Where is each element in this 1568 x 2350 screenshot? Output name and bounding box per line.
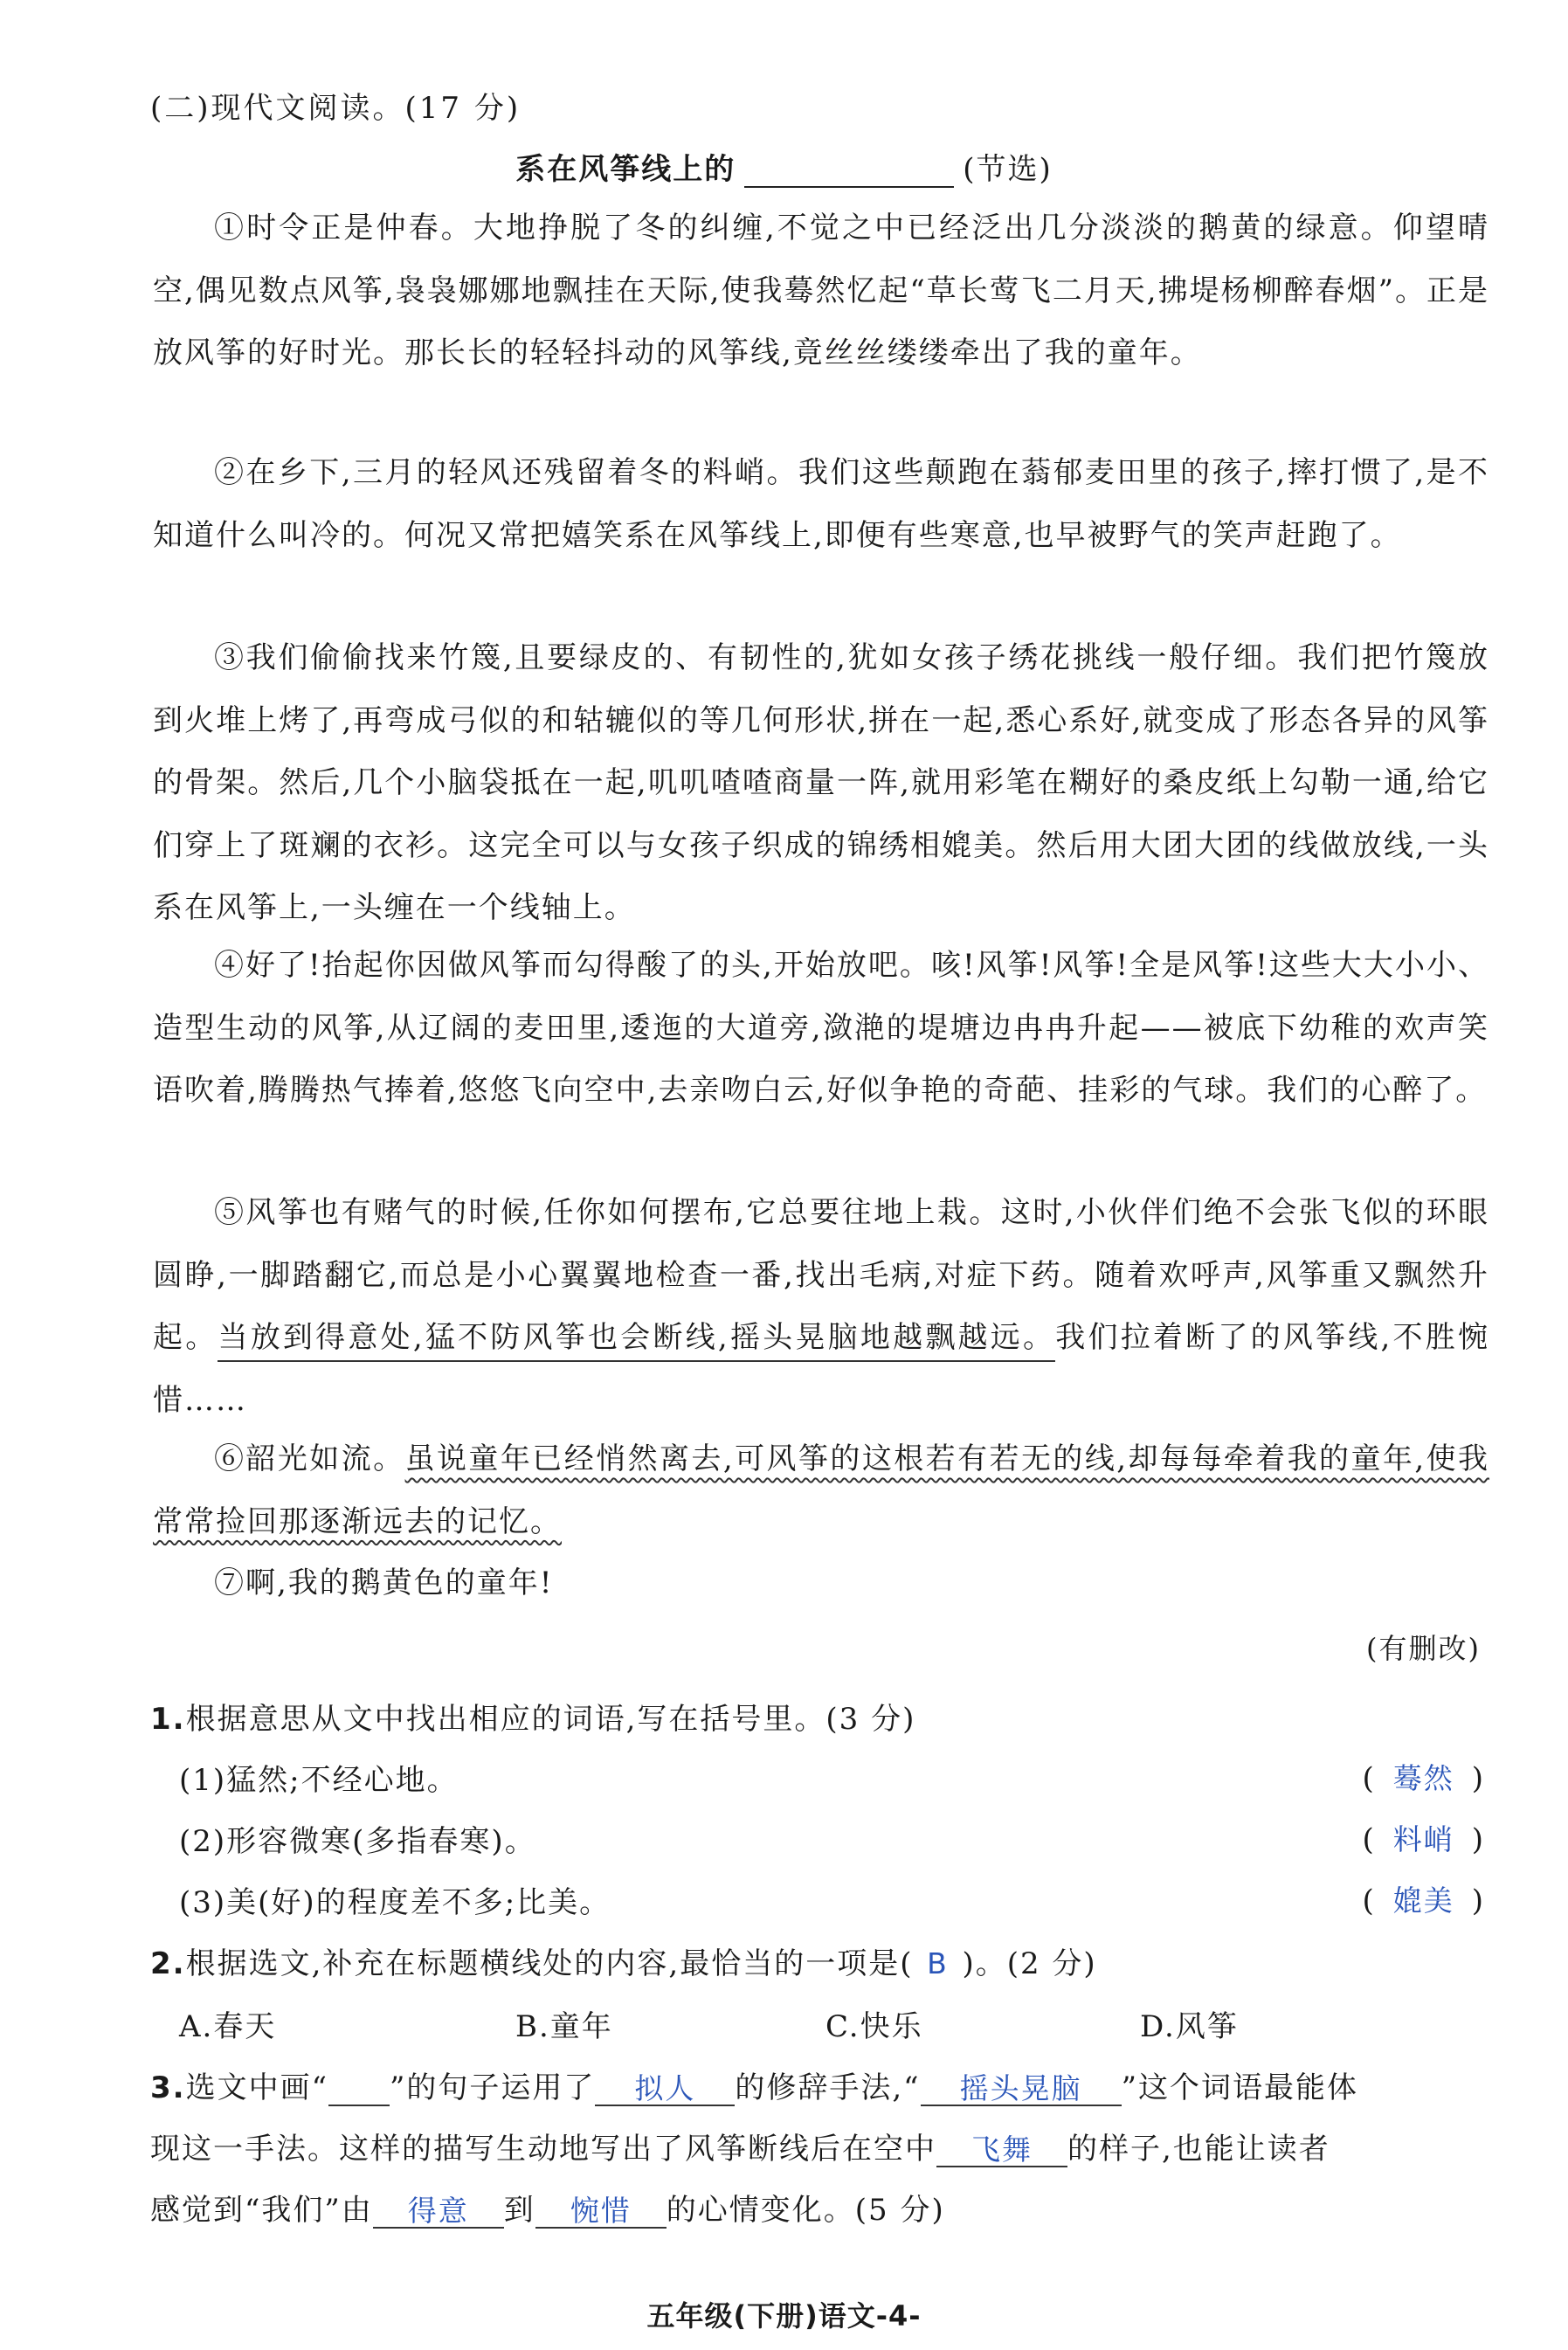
underline-symbol-blank: [328, 2066, 390, 2106]
paragraph-5-text-a: ⑤风筝也有赌气的时候,任你如何摆布,它总要往地上栽。这时,小伙伴们绝不会张飞似的环眼圆睁,一脚踏翻它,而总是小心翼翼地检查一番,找出毛病,对症下药。随着欢呼声,风筝重又飘然升起。: [153, 1195, 1489, 1355]
q1-item-3-answer-bracket: ( 媲美 ): [1362, 1878, 1485, 1919]
option-b: B.童年: [515, 2009, 613, 2044]
paragraph-6-text-a: ⑥韶光如流。: [214, 1441, 405, 1476]
source-note: (有删改): [1366, 1632, 1481, 1665]
question-3-text-1a: 选文中画“: [185, 2070, 328, 2105]
question-1: [150, 1695, 915, 1738]
question-3-text-1c: 的修辞手法,“: [735, 2070, 921, 2105]
q3-answer-4: 得意: [407, 2194, 469, 2228]
question-3-text-3c: 的心情变化。(5 分): [666, 2193, 945, 2228]
title-note: (节选): [963, 152, 1053, 187]
q3-answer-2: 摇头晃脑: [959, 2071, 1082, 2105]
paragraph-3: ③我们偷偷找来竹篾,且要绿皮的、有韧性的,犹如女孩子绣花挑线一般仔细。我们把竹篾放到火堆上烤了,再弯成弓似的和轱辘似的等几何形状,拼在一起,悉心系好,就变成了形态各异的风筝的骨架。然后,几个小脑袋抵在一起,叽叽喳喳商量一阵,就用彩笔在糊好的桑皮纸上勾勒一通,给它们穿上了斑斓的衣衫。这完全可以与女孩子织成的锦绣相媲美。然后用大团大团的线做放线,一头系在风筝上,一头缠在一个线轴上。: [153, 640, 1489, 925]
title-text: 系在风筝线上的: [515, 152, 736, 187]
question-3-line-3: [150, 2186, 945, 2229]
option-a: A.春天: [179, 2009, 277, 2044]
q3-answer-1: 拟人: [634, 2071, 696, 2105]
paragraph-2: ②在乡下,三月的轻风还残留着冬的料峭。我们这些颠跑在蓊郁麦田里的孩子,摔打惯了,是不知道什么叫冷的。何况又常把嬉笑系在风筝线上,即便有些寒意,也早被野气的笑声赶跑了。: [153, 455, 1489, 553]
question-2-text-a: 根据选文,补充在标题横线处的内容,最恰当的一项是(: [185, 1946, 914, 1981]
paragraph-7: ⑦啊,我的鹅黄色的童年!: [214, 1566, 554, 1600]
option-c: C.快乐: [825, 2009, 923, 2044]
q1-item-1-answer: 蓦然: [1392, 1761, 1454, 1795]
question-3-text-1d: ”这个词语最能体: [1121, 2070, 1358, 2105]
section-heading: (二)现代文阅读。(17 分): [150, 91, 522, 126]
straight-underlined-sentence: 当放到得意处,猛不防风筝也会断线,摇头晃脑地越飘越远。: [218, 1320, 1055, 1362]
page-footer: 五年级(下册)语文-4-: [646, 2299, 922, 2333]
question-2-text-b: )。(2 分): [962, 1946, 1097, 1981]
question-2-answer: B: [927, 1946, 949, 1980]
title-blank: [744, 160, 954, 188]
question-3-text-1b: ”的句子运用了: [389, 2070, 596, 2105]
paragraph-4: ④好了!抬起你因做风筝而勾得酸了的头,开始放吧。咳!风筝!风筝!全是风筝!这些大大小小、造型生动的风筝,从辽阔的麦田里,逶迤的大道旁,潋滟的堤塘边冉冉升起——被底下幼稚的欢声笑语吹着,腾腾热气捧着,悠悠飞向空中,去亲吻白云,好似争艳的奇葩、挂彩的气球。我们的心醉了。: [153, 948, 1489, 1108]
q3-answer-5: 惋惜: [570, 2194, 632, 2228]
q1-item-2-answer: 料峭: [1392, 1822, 1454, 1856]
wavy-underlined-sentence: 虽说童年已经悄然离去,可风筝的这根若有若无的线,却每每牵着我的童年,使我常常捡回那逐渐远去的记忆。: [153, 1441, 1490, 1539]
passage-title: [0, 145, 1568, 188]
question-2: [150, 1939, 1097, 1982]
q3-blank-1: [595, 2066, 735, 2106]
question-3-text-3a: 感觉到“我们”由: [150, 2193, 373, 2228]
q1-item-2-answer-bracket: ( 料峭 ): [1362, 1817, 1485, 1858]
question-3-line-2: [150, 2125, 1330, 2167]
paragraph-6: [153, 1428, 1489, 1553]
q1-item-3-answer: 媲美: [1392, 1883, 1454, 1918]
question-3-text-2a: 现这一手法。这样的描写生动地写出了风筝断线后在空中: [150, 2132, 936, 2167]
question-3-line-1: [150, 2063, 1358, 2106]
question-1-text: 根据意思从文中找出相应的词语,写在括号里。(3 分): [185, 1702, 916, 1737]
q1-item-3-text: (3)美(好)的程度差不多;比美。: [179, 1885, 611, 1920]
q3-blank-3: [936, 2127, 1067, 2167]
question-2-number: 2.: [150, 1946, 186, 1981]
option-d: D.风筝: [1140, 2009, 1239, 2044]
question-1-number: 1.: [150, 1702, 186, 1737]
paragraph-1: ①时令正是仲春。大地挣脱了冬的纠缠,不觉之中已经泛出几分淡淡的鹅黄的绿意。仰望晴空,偶见数点风筝,袅袅娜娜地飘挂在天际,使我蓦然忆起“草长莺飞二月天,拂堤杨柳醉春烟”。正是放风筝的好时光。那长长的轻轻抖动的风筝线,竟丝丝缕缕牵出了我的童年。: [153, 211, 1489, 370]
q1-item-2-text: (2)形容微寒(多指春寒)。: [179, 1824, 536, 1859]
q3-blank-2: [921, 2066, 1122, 2106]
q3-blank-4: [373, 2188, 504, 2229]
paragraph-5: [153, 1182, 1489, 1432]
paragraph-5-text-b: 我们拉着断了的风筝线,不胜惋惜……: [153, 1320, 1490, 1418]
question-3-number: 3.: [150, 2070, 186, 2105]
q1-item-1-answer-bracket: ( 蓦然 ): [1362, 1756, 1485, 1797]
question-3-text-3b: 到: [503, 2193, 535, 2228]
q1-item-1-text: (1)猛然;不经心地。: [179, 1763, 459, 1798]
question-3-text-2b: 的样子,也能让读者: [1067, 2132, 1330, 2167]
q3-blank-5: [535, 2188, 667, 2229]
q3-answer-3: 飞舞: [971, 2132, 1033, 2167]
